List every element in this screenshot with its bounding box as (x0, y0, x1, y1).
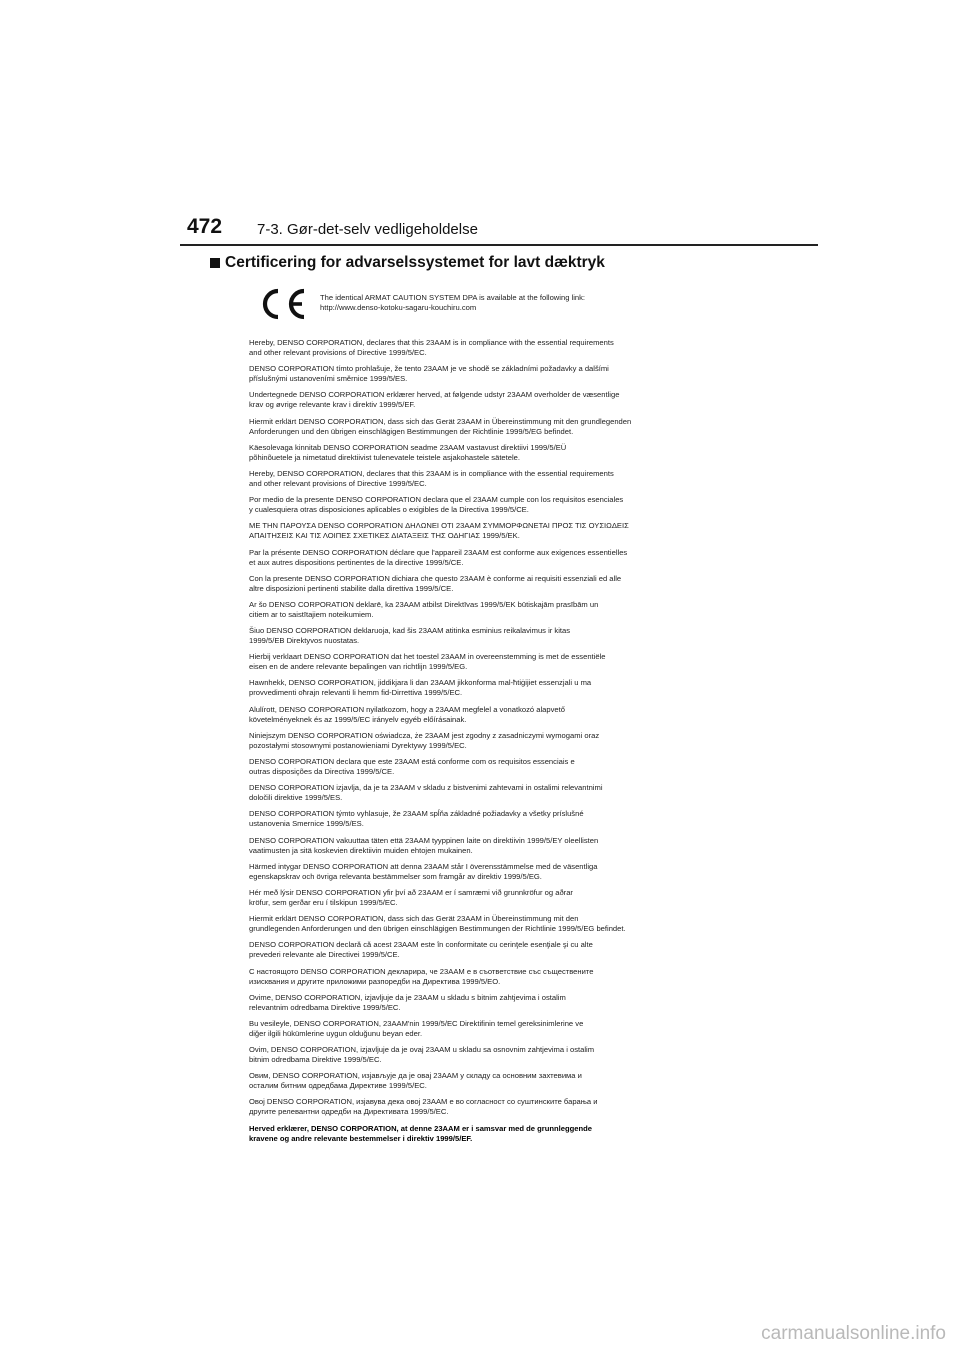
declaration-line: DENSO CORPORATION týmto vyhlasuje, že 23AAM spĺňa základné požiadavky a všetky príslušné (249, 809, 584, 819)
declaration-line: Hereby, DENSO CORPORATION, declares that this 23AAM is in compliance with the essential requirements (249, 338, 614, 347)
declaration-line: DENSO CORPORATION declara que este 23AAM está conforme com os requisitos essenciais e (249, 757, 575, 766)
declaration-line: določili direktive 1999/5/ES. (249, 793, 343, 803)
declaration-line: С настоящото DENSO CORPORATION декларира, че 23AAM е в съответствие със съществените (249, 966, 594, 976)
declaration-list (249, 338, 711, 1144)
declaration-line: Hereby, DENSO CORPORATION, declares that this 23AAM is in compliance with the essential requirements (249, 468, 614, 478)
declaration-line: Con la presente DENSO CORPORATION dichiara che questo 23AAM è conforme ai requisiti essenziali ed alle (249, 573, 622, 583)
declaration-line: citiem ar to saistītajiem noteikumiem. (249, 609, 374, 619)
declaration-line: Hér með lýsir DENSO CORPORATION yfir því að 23AAM er í samræmi við grunnkröfur og aðrar (249, 887, 573, 897)
declaration-line: diğer ilgili hükümlerine uygun olduğunu beyan eder. (249, 1028, 423, 1038)
declaration-line: Undertegnede DENSO CORPORATION erklærer herved, at følgende udstyr 23AAM overholder de væsentlige (249, 390, 620, 400)
ce-line: The identical ARMAT CAUTION SYSTEM DPA is available at the following link: (320, 293, 586, 302)
declaration-line: põhinõuetele ja nimetatud direktiivist tulenevatele teistele asjakohastele sätetele. (249, 452, 521, 462)
heading-text: Certificering for advarselssystemet for lavt dæktryk (225, 254, 605, 271)
ce-line: http://www.denso-kotoku-sagaru-kouchiru.com (320, 303, 477, 312)
declaration-line: другите релевантни одредби на Директивата 1999/5/EC. (249, 1107, 449, 1117)
section-title: 7-3. Gør-det-selv vedligeholdelse (257, 221, 478, 238)
section-heading (210, 254, 605, 272)
declaration-line: изисквания и другите приложими разпоредби на Директива 1999/5/ЕО. (249, 976, 501, 986)
declaration-line: grundlegenden Anforderungen und den übrigen einschlägigen Bestimmungen der Richtlinie 1999/5/EG befindet. (249, 924, 626, 934)
page-number: 472 (187, 215, 223, 238)
declaration-line: Овој DENSO CORPORATION, изјавува дека овој 23AAM е во согласност со суштинските барања и (249, 1097, 598, 1107)
declaration-line: Ovim, DENSO CORPORATION, izjavljuje da je ovaj 23AAM u skladu sa osnovnim zahtjevima i ostalim (249, 1045, 595, 1055)
declaration-line: pozostałymi stosownymi postanowieniami Dyrektywy 1999/5/EC. (249, 740, 467, 750)
declaration-line: Käesolevaga kinnitab DENSO CORPORATION seadme 23AAM vastavust direktiivi 1999/5/EÜ (249, 442, 567, 452)
declaration-line: ΑΠΑΙΤΗΣΕΙΣ ΚΑΙ ΤΙΣ ΛΟΙΠΕΣ ΣΧΕΤΙΚΕΣ ΔΙΑΤΑΞΕΙΣ ΤΗΣ ΟΔΗΓΙΑΣ 1999/5/ΕΚ. (249, 531, 520, 541)
declaration-line: y cualesquiera otras disposiciones aplicables o exigibles de la Directiva 1999/5/CE. (249, 505, 529, 515)
declaration-line: Bu vesileyle, DENSO CORPORATION, 23AAM'nin 1999/5/EC Direktifinin temel gereksinimlerine ve (249, 1018, 584, 1028)
declaration-line: relevantnim odredbama Direktive 1999/5/EC. (249, 1002, 401, 1012)
declaration-line: követelményeknek és az 1999/5/EC irányelv egyéb előírásainak. (249, 714, 467, 724)
declaration-line: krav og øvrige relevante krav i direktiv 1999/5/EF. (249, 400, 416, 410)
declaration-line: осталим битним одредбама Директиве 1999/5/EC. (249, 1081, 427, 1091)
declaration-line: Šiuo DENSO CORPORATION deklaruoja, kad šis 23AAM atitinka esminius reikalavimus ir kitas (249, 626, 571, 636)
declaration-line: Por medio de la presente DENSO CORPORATION declara que el 23AAM cumple con los requisitos esenciales (249, 495, 624, 505)
declaration-line: and other relevant provisions of Directive 1999/5/EC. (249, 478, 427, 488)
declaration-line: altre disposizioni pertinenti stabilite dalla direttiva 1999/5/CE. (249, 583, 454, 593)
declaration-line: Par la présente DENSO CORPORATION déclare que l'appareil 23AAM est conforme aux exigences essentielles (249, 547, 628, 557)
declaration-line: DENSO CORPORATION declară că acest 23AAM este în conformitate cu cerinţele esenţiale şi cu alte (249, 940, 593, 950)
declaration-line: provvedimenti oħrajn relevanti li hemm fid-Dirrettiva 1999/5/EC. (249, 688, 463, 698)
declaration-line: DENSO CORPORATION vakuuttaa täten että 23AAM tyyppinen laite on direktiivin 1999/5/EY oleellisten (249, 835, 599, 845)
declaration-line: vaatimusten ja sitä koskevien direktiivin muiden ehtojen mukainen. (249, 845, 473, 855)
declaration-line: DENSO CORPORATION izjavlja, da je ta 23AAM v skladu z bistvenimi zahtevami in ostalimi relevantnimi (249, 783, 603, 793)
declaration-line: ustanovenia Smernice 1999/5/ES. (249, 819, 364, 829)
declaration-line: 1999/5/EB Direktyvos nuostatas. (249, 636, 360, 646)
declaration-line: egenskapskrav och övriga relevanta bestämmelser som framgår av direktiv 1999/5/EG. (249, 871, 542, 881)
declaration-line: Hiermit erklärt DENSO CORPORATION, dass sich das Gerät 23AAM in Übereinstimmung mit den (249, 914, 579, 924)
declaration-line: ΜΕ ΤΗΝ ΠΑΡΟΥΣΑ DENSO CORPORATION ΔΗΛΩΝΕΙ ΟΤΙ 23AAM ΣΥΜΜΟΡΦΩΝΕΤΑΙ ΠΡΟΣ ΤΙΣ ΟΥΣΙΩΔΕΙΣ (249, 521, 629, 531)
declaration-line: Herved erklærer, DENSO CORPORATION, at denne 23AAM er i samsvar med de grunnleggende (249, 1123, 592, 1133)
declaration-line: Ovime, DENSO CORPORATION, izjavljuje da je 23AAM u skladu s bitnim zahtjevima i ostalim (249, 992, 566, 1002)
declaration-line: Alulírott, DENSO CORPORATION nyilatkozom, hogy a 23AAM megfelel a vonatkozó alapvető (249, 704, 565, 714)
square-bullet-icon (210, 258, 220, 268)
declaration-line: Niniejszym DENSO CORPORATION oświadcza, że 23AAM jest zgodny z zasadniczymi wymogami oraz (249, 730, 600, 740)
declaration-line: bitnim odredbama Direktive 1999/5/EC. (249, 1055, 382, 1065)
declaration-line: Anforderungen und den übrigen einschlägigen Bestimmungen der Richtlinie 1999/5/EG befindet. (249, 426, 574, 436)
declaration-line: Härmed intygar DENSO CORPORATION att denna 23AAM står I överensstämmelse med de väsentliga (249, 861, 598, 871)
declaration-line: kravene og andre relevante bestemmelser i direktiv 1999/5/EF. (249, 1133, 473, 1143)
declaration-line: Овим, DENSO CORPORATION, изјављује да је овај 23AAM у складу са основним захтевима и (249, 1071, 582, 1081)
declaration-line: eisen en de andere relevante bepalingen van richtlijn 1999/5/EG. (249, 662, 468, 672)
declaration-line: outras disposições da Directiva 1999/5/CE. (249, 767, 395, 776)
ce-mark-icon (258, 287, 310, 321)
header-divider (180, 244, 818, 246)
declaration-line: and other relevant provisions of Directive 1999/5/EC. (249, 348, 427, 357)
declaration-line: Hierbij verklaart DENSO CORPORATION dat het toestel 23AAM in overeenstemming is met de essentiële (249, 652, 606, 662)
declaration-line: et aux autres dispositions pertinentes de la directive 1999/5/CE. (249, 557, 464, 567)
declaration-line: Hawnhekk, DENSO CORPORATION, jiddikjara li dan 23AAM jikkonforma mal-ħtiġijiet essenzjali u ma (249, 678, 592, 688)
declaration-line: kröfur, sem gerðar eru í tilskipun 1999/5/EC. (249, 897, 398, 907)
declaration-line: příslušnými ustanoveními směrnice 1999/5/ES. (249, 374, 408, 384)
declaration-line: Ar šo DENSO CORPORATION deklarē, ka 23AAM atbilst Direktīvas 1999/5/EK būtiskajām prasībām un (249, 599, 599, 609)
watermark: carmanualsonline.info (761, 1323, 946, 1344)
declaration-line: DENSO CORPORATION tímto prohlašuje, že tento 23AAM je ve shodě se základními požadavky a dalšími (249, 364, 609, 374)
ce-declaration-text (320, 293, 715, 313)
declaration-line: prevederi relevante ale Directivei 1999/5/CE. (249, 950, 400, 960)
declaration-line: Hiermit erklärt DENSO CORPORATION, dass sich das Gerät 23AAM in Übereinstimmung mit den grundlegenden (249, 416, 632, 426)
